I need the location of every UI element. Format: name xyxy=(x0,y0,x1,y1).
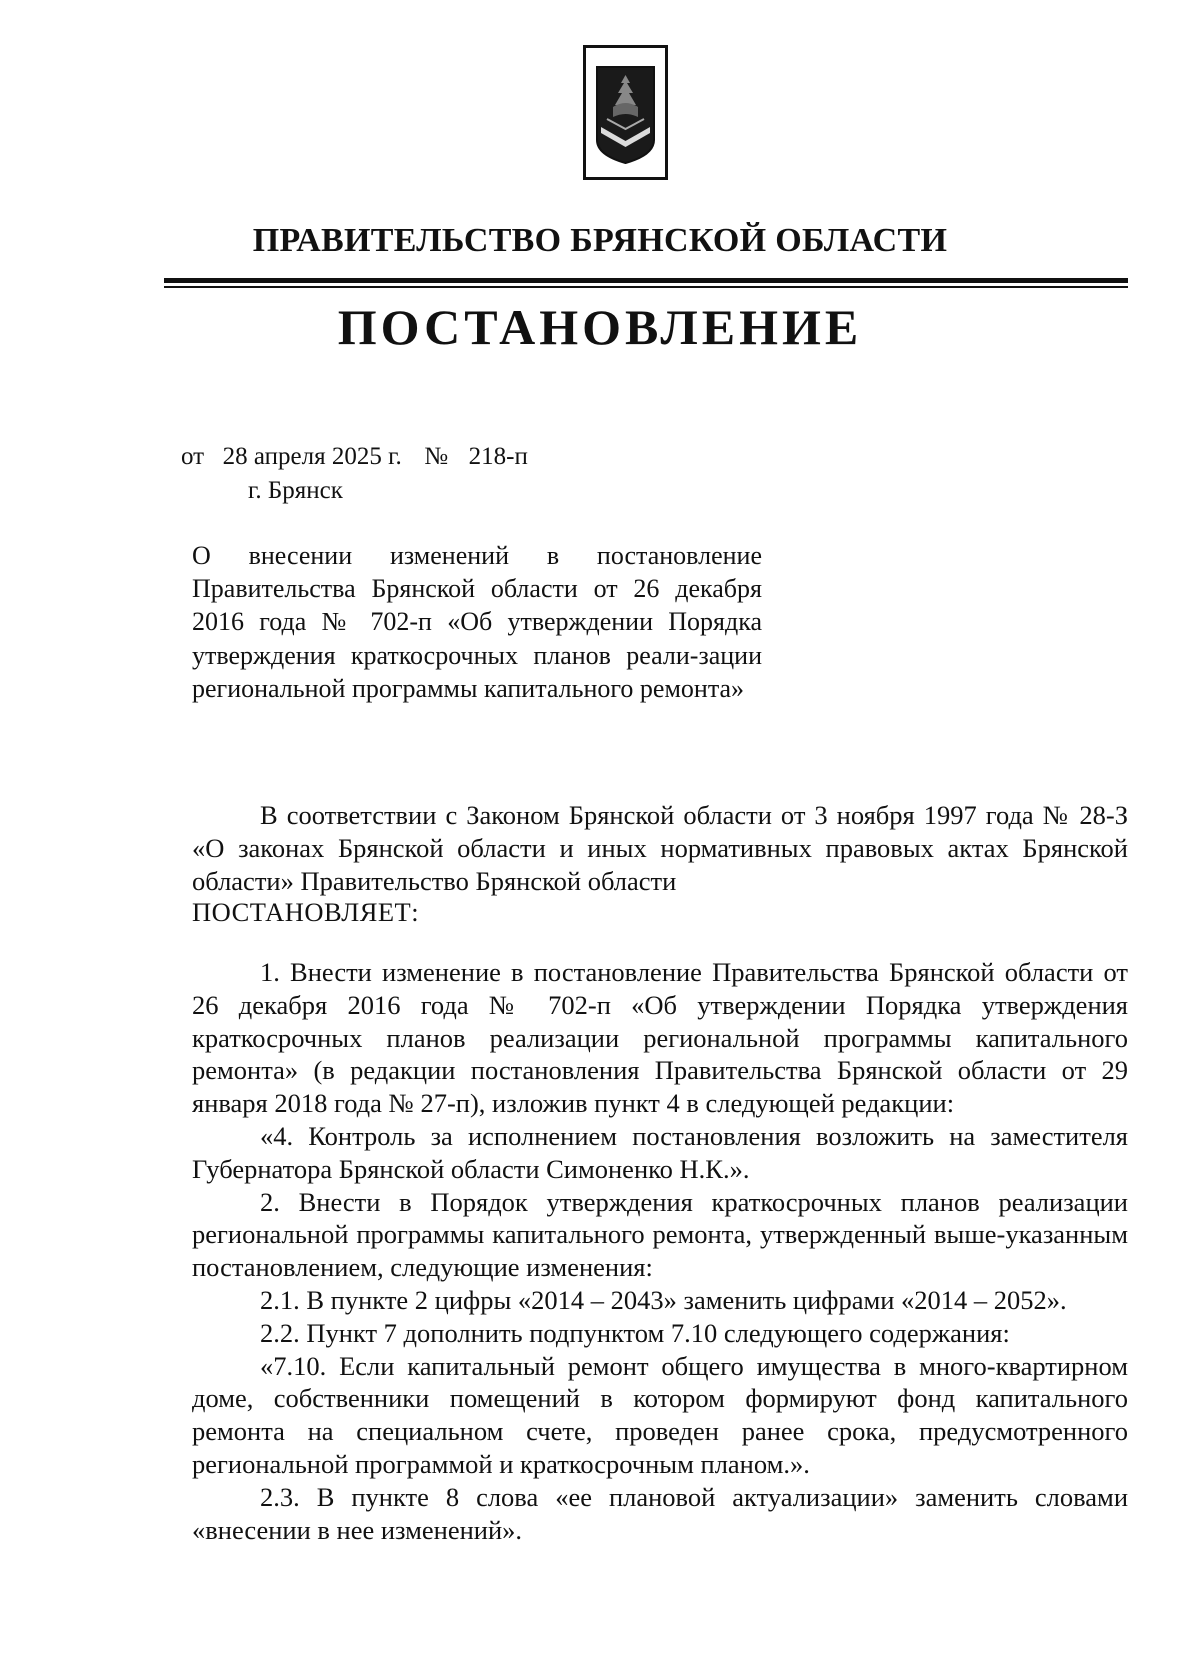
document-date: 28 апреля 2025 г. xyxy=(222,443,402,470)
document-type-title: ПОСТАНОВЛЕНИЕ xyxy=(337,299,863,355)
paragraph-2: 2. Внести в Порядок утверждения краткосрочных планов реализации региональной программы капитального ремонта, утвержденный выше-указанным постановлением, следующие изменения: xyxy=(192,1186,1128,1283)
document-city: г. Брянск xyxy=(248,477,343,504)
paragraph-2-2-quote: «7.10. Если капитальный ремонт общего имущества в много-квартирном доме, собственники помещений в котором формируют фонд капитального ремонта на специальном счете, проведен ранее срока, предусмотренного региональной программой и краткосрочным планом.». xyxy=(192,1350,1128,1479)
paragraph-2-2: 2.2. Пункт 7 дополнить подпунктом 7.10 следующего содержания: xyxy=(260,1317,1010,1348)
date-number-line xyxy=(181,443,528,471)
document-number: 218-п xyxy=(468,443,528,470)
date-prefix: от xyxy=(181,443,205,470)
organization-name: ПРАВИТЕЛЬСТВО БРЯНСКОЙ ОБЛАСТИ xyxy=(252,222,948,259)
decree-word: ПОСТАНОВЛЯЕТ: xyxy=(192,897,420,927)
decree-items xyxy=(192,956,1128,1546)
paragraph-1-quote: «4. Контроль за исполнением постановления возложить на заместителя Губернатора Брянской области Симоненко Н.К.». xyxy=(192,1120,1128,1184)
paragraph-2-1: 2.1. В пункте 2 цифры «2014 – 2043» заменить цифрами «2014 – 2052». xyxy=(260,1284,1067,1315)
header-divider-thin xyxy=(164,286,1128,288)
header-divider-thick xyxy=(164,278,1128,283)
preamble-paragraph: В соответствии с Законом Брянской области от 3 ноября 1997 года № 28-З «О законах Брянской области и иных нормативных правовых актах Брянской области» Правительство Брянской области xyxy=(192,800,1128,896)
coat-of-arms-emblem xyxy=(583,45,668,180)
number-sign: № xyxy=(424,443,449,470)
paragraph-2-3: 2.3. В пункте 8 слова «ее плановой актуализации» заменить словами «внесении в нее изменений». xyxy=(192,1481,1128,1545)
document-subject: О внесении изменений в постановление Правительства Брянской области от 26 декабря 2016 года № 702-п «Об утверждении Порядка утверждения краткосрочных планов реали-зации региональной программы капитального ремонта» xyxy=(192,541,762,703)
paragraph-1: 1. Внести изменение в постановление Правительства Брянской области от 26 декабря 2016 года № 702-п «Об утверждении Порядка утверждения краткосрочных планов реализации региональной программы капитального ремонта» (в редакции постановления Правительства Брянской области от 29 января 2018 года № 27-п), изложив пункт 4 в следующей редакции: xyxy=(192,957,1128,1119)
preamble-block xyxy=(192,799,1128,897)
